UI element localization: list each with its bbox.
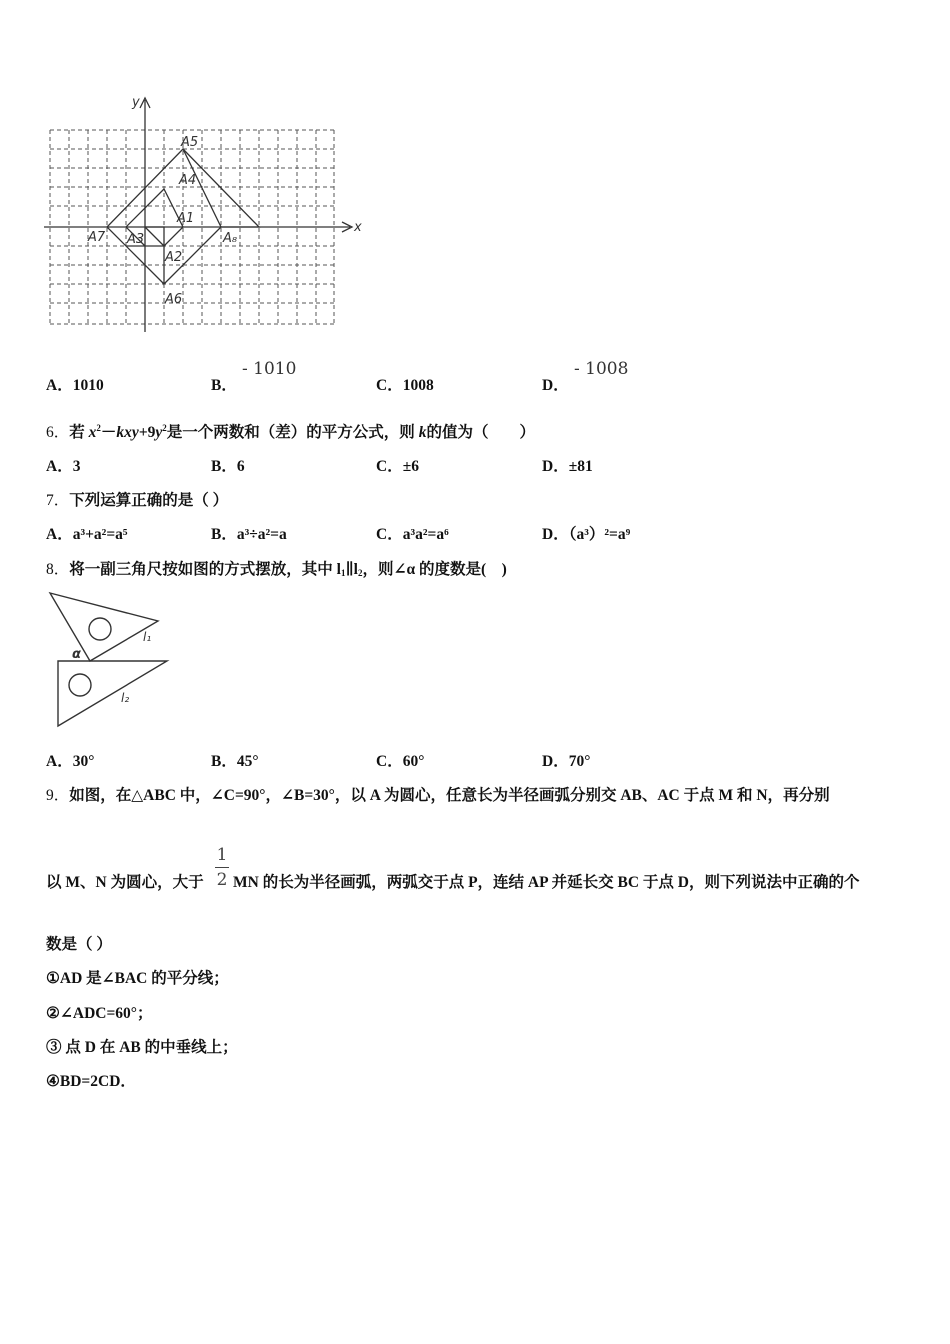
x-axis-label: x <box>354 220 362 235</box>
lower-triangle-hole <box>69 674 91 696</box>
label-a3: A3 <box>127 232 145 247</box>
one-half-fraction: 1 2 <box>216 845 228 890</box>
l2-label: l₂ <box>121 691 130 705</box>
label-a4: A4 <box>179 173 197 188</box>
q8-option-a[interactable]: A．30° <box>46 753 95 770</box>
q5-option-b[interactable]: B． <box>211 377 237 394</box>
q5-option-c[interactable]: C．1008 <box>376 377 434 394</box>
q8-stem: 8．将一副三角尺按如图的方式摆放，其中 $l_1\parallel l_2$，则∠α 的度数是( ) <box>46 561 507 578</box>
q6-option-b[interactable]: B．6 <box>211 458 245 475</box>
q9-statement-1: ①AD 是∠BAC 的平分线； <box>46 970 229 987</box>
q8-option-c[interactable]: C．60° <box>376 753 425 770</box>
label-a8: A₈ <box>223 231 238 246</box>
upper-triangle-hole <box>89 618 111 640</box>
coordinate-grid-figure <box>40 92 370 337</box>
label-a2: A2 <box>165 250 183 265</box>
q5-option-b-value: - 1010 <box>242 359 297 379</box>
q6-option-a[interactable]: A．3 <box>46 458 81 475</box>
axes <box>44 98 352 332</box>
upper-triangle <box>50 593 158 661</box>
q9-statement-2: ②∠ADC=60°； <box>46 1005 153 1022</box>
q9-stem-line3: 数是（ ） <box>46 936 112 953</box>
alpha-label: α <box>72 647 81 662</box>
q8-option-d[interactable]: D．70° <box>542 753 591 770</box>
l1-label: l₁ <box>143 630 152 644</box>
label-a6: A6 <box>165 292 183 307</box>
label-a5: A5 <box>181 135 199 150</box>
label-a1: A1 <box>177 211 195 226</box>
triangle-rulers-figure <box>44 590 179 730</box>
q9-stem-line2-pre: 以 M、N 为圆心，大于 <box>46 874 204 891</box>
q7-stem: 7．下列运算正确的是（ ） <box>46 492 229 509</box>
q5-option-d-value: - 1008 <box>574 359 629 379</box>
q6-option-c[interactable]: C．±6 <box>376 458 419 475</box>
q5-option-a[interactable]: A．1010 <box>46 377 104 394</box>
q7-option-a[interactable]: A．a³+a²=a⁵ <box>46 526 128 543</box>
y-axis-label: y <box>132 95 140 110</box>
q5-option-d[interactable]: D． <box>542 377 569 394</box>
q6-option-d[interactable]: D．±81 <box>542 458 593 475</box>
q7-option-d[interactable]: D．（a³）²=a⁹ <box>542 526 631 543</box>
q9-stem-line1: 9．如图，在△ABC 中，∠C=90°，∠B=30°，以 A 为圆心，任意长为半径画弧分别交 AB、AC 于点 M 和 N，再分别 <box>46 787 830 804</box>
q9-stem-line2-post: MN 的长为半径画弧，两弧交于点 P，连结 AP 并延长交 BC 于点 D，则下列说法中正确的个 <box>233 874 860 891</box>
q7-option-b[interactable]: B．a³÷a²=a <box>211 526 287 543</box>
q9-statement-3: ③ 点 D 在 AB 的中垂线上； <box>46 1039 238 1056</box>
q8-option-b[interactable]: B．45° <box>211 753 259 770</box>
q7-option-c[interactable]: C．a³a²=a⁶ <box>376 526 449 543</box>
q9-statement-4: ④BD=2CD． <box>46 1073 136 1090</box>
label-a7: A7 <box>88 230 106 245</box>
q6-stem: 6．若 $x^2-kxy+9y^2$是一个两数和（差）的平方公式，则 k的值为（ ） <box>46 423 535 441</box>
lower-triangle <box>58 661 167 726</box>
